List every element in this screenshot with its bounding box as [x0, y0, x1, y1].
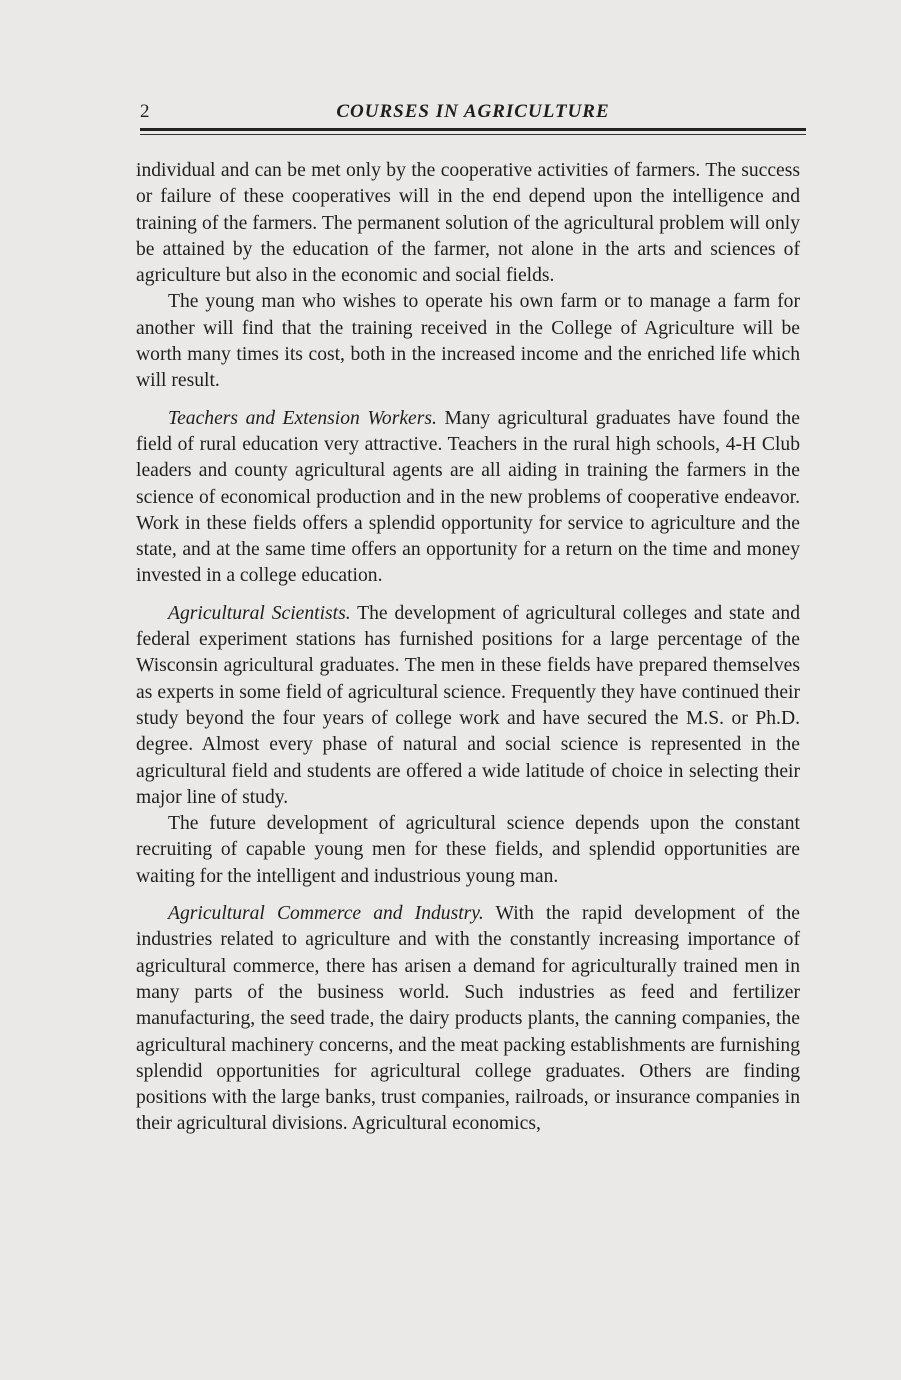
section-commerce — [136, 901, 800, 1138]
section-heading: Teachers and Extension Workers. — [168, 407, 437, 429]
paragraph-text: The development of agricultural colleges and state and federal experiment stations has furnished positions for a large percentage of the Wisconsin agricultural graduates. The men in these fields have prepared themselves as experts in some field of agricultural science. Frequently they have continued their study beyond the four years of college work and have secured the M.S. or Ph.D. degree. Almost every phase of natural and social science is represented in the agricultural field and students are offered a wide latitude of choice in selecting their major line of study. — [136, 602, 801, 808]
paragraph — [136, 289, 800, 394]
paragraph — [136, 811, 800, 890]
paragraph-text: With the rapid development of the industries related to agriculture and with the constantly increasing importance of agricultural commerce, there has arisen a demand for agriculturally trained men in many parts of the business world. Such industries as feed and fertilizer manufacturing, the seed trade, the dairy products plants, the canning companies, the agricultural machinery concerns, and the meat packing establishments are furnishing splendid opportunities for agricultural college graduates. Others are finding positions with the large banks, trust companies, railroads, or insurance companies in their agricultural divisions. Agricultural economics, — [136, 903, 800, 1135]
paragraph-text: Many agricultural graduates have found the field of rural education very attractive. Teachers in the rural high schools, 4-H Club leaders and county agricultural agents are all aiding in training the farmers in the science of economical production and in the new problems of cooperative endeavor. Work in these fields offers a splendid opportunity for service to agriculture and the state, and at the same time offers an opportunity for a return on the time and money invested in a college education. — [136, 407, 800, 587]
paragraph-text: The future development of agricultural science depends upon the constant recruiting of capable young men for these fields, and splendid opportunities are waiting for the intelligent and industrious young man. — [136, 813, 800, 887]
running-header — [140, 101, 806, 125]
section-scientists — [136, 601, 800, 811]
section-heading: Agricultural Scientists. — [168, 602, 351, 624]
body-text — [136, 158, 800, 1138]
paragraph-text: The young man who wishes to operate his own farm or to manage a farm for another will find that the training received in the College of Agriculture will be worth many times its cost, both in the increased income and the enriched life which will result. — [136, 291, 800, 392]
header-rule-thick — [140, 128, 806, 131]
paragraph-continuation — [136, 158, 800, 289]
page-number: 2 — [140, 101, 150, 122]
section-heading: Agricultural Commerce and Industry. — [168, 903, 484, 925]
section-teachers — [136, 406, 800, 590]
running-title: COURSES IN AGRICULTURE — [336, 101, 610, 122]
header-rule-thin — [140, 134, 806, 135]
paragraph-text: individual and can be met only by the cooperative activities of farmers. The success or failure of these cooperatives will in the end depend upon the intelligence and training of the farmers. The permanent solution of the agricultural problem will only be attained by the education of the farmer, not alone in the arts and sciences of agriculture but also in the economic and social fields. — [136, 160, 800, 287]
